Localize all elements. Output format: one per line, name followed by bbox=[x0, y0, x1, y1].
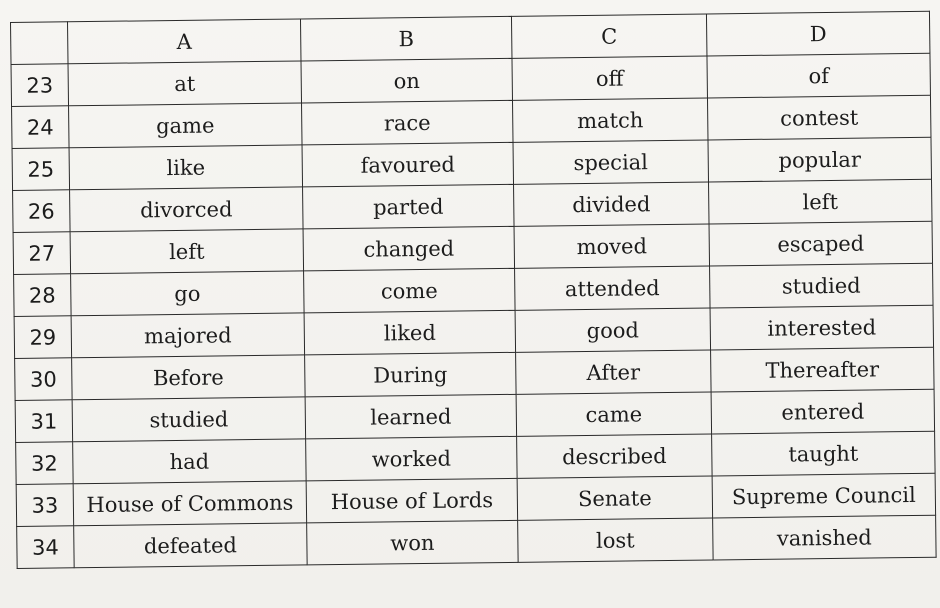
question-number: 24 bbox=[12, 106, 70, 149]
option-a-cell[interactable]: House of Commons bbox=[73, 481, 306, 526]
column-header-c: C bbox=[511, 14, 706, 58]
option-c-cell[interactable]: moved bbox=[514, 224, 709, 268]
option-c-cell[interactable]: Senate bbox=[517, 476, 712, 520]
option-d-cell[interactable]: of bbox=[707, 53, 930, 98]
option-b-cell[interactable]: parted bbox=[303, 184, 514, 229]
option-d-cell[interactable]: popular bbox=[708, 137, 931, 182]
option-d-cell[interactable]: Thereafter bbox=[711, 347, 934, 392]
option-d-cell[interactable]: escaped bbox=[709, 221, 932, 266]
option-a-cell[interactable]: studied bbox=[72, 397, 305, 442]
option-d-cell[interactable]: contest bbox=[707, 95, 930, 140]
option-b-cell[interactable]: worked bbox=[306, 436, 517, 481]
option-a-cell[interactable]: had bbox=[73, 439, 306, 484]
option-b-cell[interactable]: House of Lords bbox=[306, 478, 517, 523]
option-c-cell[interactable]: special bbox=[513, 140, 708, 184]
option-a-cell[interactable]: majored bbox=[71, 313, 304, 358]
option-c-cell[interactable]: off bbox=[512, 56, 707, 100]
option-a-cell[interactable]: at bbox=[68, 61, 301, 106]
answer-options-table bbox=[10, 11, 937, 569]
option-a-cell[interactable]: defeated bbox=[74, 523, 307, 568]
question-number: 25 bbox=[12, 148, 70, 191]
option-d-cell[interactable]: entered bbox=[711, 389, 934, 434]
option-c-cell[interactable]: lost bbox=[518, 518, 713, 562]
option-b-cell[interactable]: come bbox=[304, 268, 515, 313]
question-number: 32 bbox=[16, 442, 74, 485]
option-a-cell[interactable]: like bbox=[69, 145, 302, 190]
question-number: 28 bbox=[14, 274, 72, 317]
option-b-cell[interactable]: changed bbox=[303, 226, 514, 271]
question-number: 26 bbox=[13, 190, 71, 233]
option-b-cell[interactable]: won bbox=[307, 520, 518, 565]
option-d-cell[interactable]: left bbox=[709, 179, 932, 224]
question-number: 34 bbox=[17, 526, 75, 569]
question-number: 33 bbox=[16, 484, 74, 527]
question-number: 27 bbox=[13, 232, 71, 275]
option-c-cell[interactable]: came bbox=[516, 392, 711, 436]
question-number: 30 bbox=[15, 358, 73, 401]
option-c-cell[interactable]: good bbox=[515, 308, 710, 352]
column-header-b: B bbox=[300, 16, 511, 61]
option-b-cell[interactable]: During bbox=[305, 352, 516, 397]
option-c-cell[interactable]: divided bbox=[514, 182, 709, 226]
option-a-cell[interactable]: game bbox=[69, 103, 302, 148]
option-a-cell[interactable]: left bbox=[70, 229, 303, 274]
option-a-cell[interactable]: Before bbox=[72, 355, 305, 400]
option-c-cell[interactable]: attended bbox=[515, 266, 710, 310]
option-b-cell[interactable]: race bbox=[302, 100, 513, 145]
option-d-cell[interactable]: taught bbox=[712, 431, 935, 476]
option-a-cell[interactable]: go bbox=[71, 271, 304, 316]
option-c-cell[interactable]: match bbox=[512, 98, 707, 142]
option-d-cell[interactable]: vanished bbox=[713, 515, 936, 560]
option-d-cell[interactable]: Supreme Council bbox=[712, 473, 935, 518]
option-b-cell[interactable]: favoured bbox=[302, 142, 513, 187]
option-a-cell[interactable]: divorced bbox=[70, 187, 303, 232]
column-header-d: D bbox=[706, 11, 929, 56]
option-b-cell[interactable]: on bbox=[301, 58, 512, 103]
question-number: 23 bbox=[11, 64, 69, 107]
corner-cell bbox=[11, 22, 69, 65]
option-c-cell[interactable]: described bbox=[517, 434, 712, 478]
column-header-a: A bbox=[68, 19, 301, 64]
option-d-cell[interactable]: studied bbox=[710, 263, 933, 308]
question-number: 31 bbox=[15, 400, 73, 443]
option-c-cell[interactable]: After bbox=[516, 350, 711, 394]
option-d-cell[interactable]: interested bbox=[710, 305, 933, 350]
question-number: 29 bbox=[14, 316, 72, 359]
option-b-cell[interactable]: learned bbox=[305, 394, 516, 439]
option-b-cell[interactable]: liked bbox=[304, 310, 515, 355]
